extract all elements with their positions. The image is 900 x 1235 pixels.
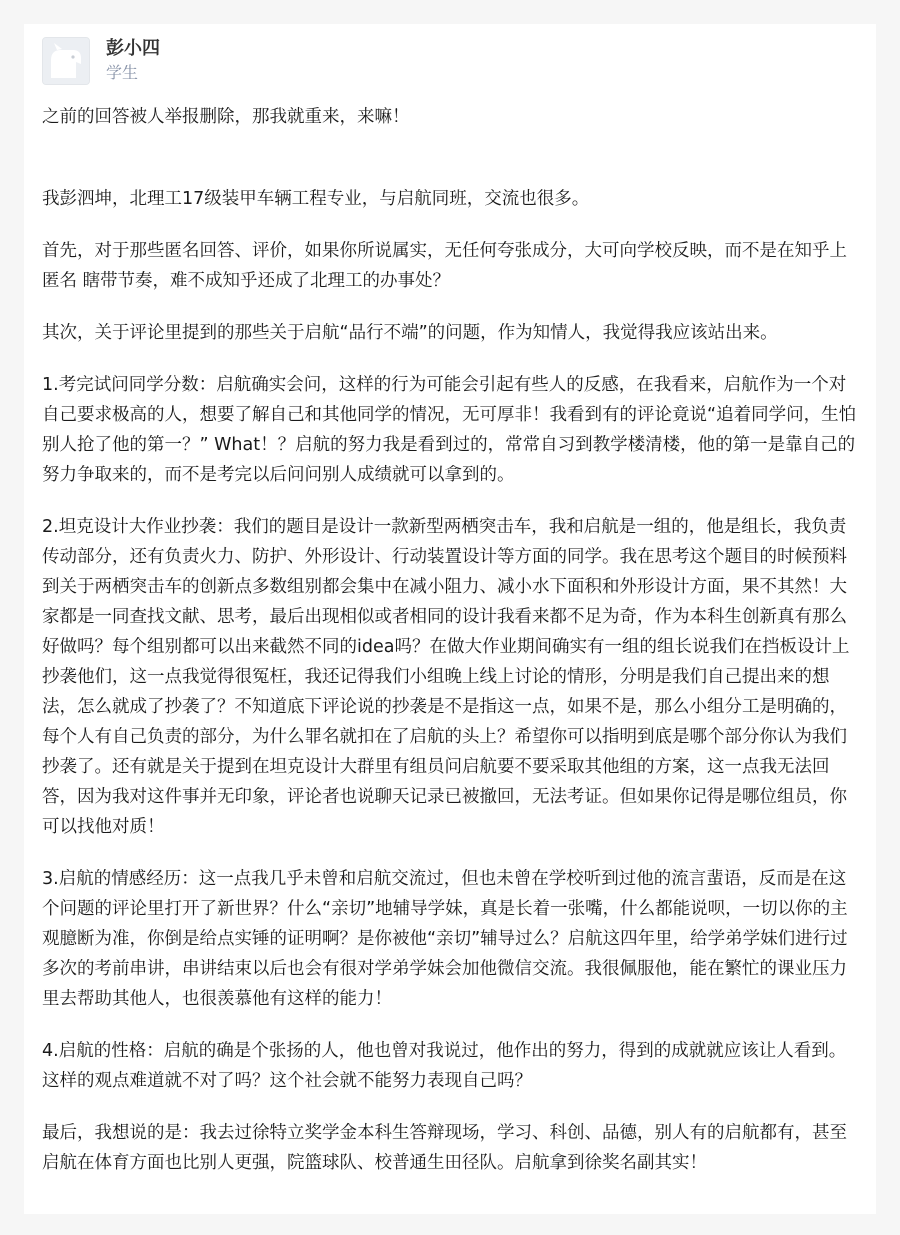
avatar[interactable]	[42, 37, 90, 85]
answer-paragraph: 其次，关于评论里提到的那些关于启航“品行不端”的问题，作为知情人，我觉得我应该站出来。	[42, 323, 778, 343]
answer-card	[24, 24, 876, 1214]
answer-paragraph: 之前的回答被人举报删除，那我就重来，来嘛！	[42, 107, 410, 127]
answer-paragraph: 1.考完试问同学分数：启航确实会问，这样的行为可能会引起有些人的反感，在我看来，启航作为一个对自己要求极高的人，想要了解自己和其他同学的情况，无可厚非！我看到有的评论竟说“追着同学问，生怕别人抢了他的第一？” What！？启航的努力我是看到过的，常常自习到教学楼清楼，他的第一是靠自己的努力争取来的，而不是考完以后问问别人成绩就可以拿到的。	[42, 375, 857, 485]
author-name[interactable]: 彭小四	[106, 38, 160, 59]
answer-paragraph: 首先，对于那些匿名回答、评价，如果你所说属实，无任何夸张成分，大可向学校反映，而不是在知乎上匿名 瞎带节奏，难不成知乎还成了北理工的办事处？	[42, 241, 847, 291]
answer-paragraph: 最后，我想说的是：我去过徐特立奖学金本科生答辩现场，学习、科创、品德，别人有的启航都有，甚至启航在体育方面也比别人更强，院篮球队、校普通生田径队。启航拿到徐奖名副其实！	[42, 1123, 847, 1173]
author-info	[42, 36, 160, 86]
default-avatar-icon	[43, 38, 89, 84]
answer-paragraph: 我彭泗坤，北理工17级装甲车辆工程专业，与启航同班，交流也很多。	[42, 189, 590, 209]
answer-paragraph: 4.启航的性格：启航的确是个张扬的人，他也曾对我说过，他作出的努力，得到的成就就应该让人看到。这样的观点难道就不对了吗？这个社会就不能努力表现自己吗？	[42, 1041, 847, 1091]
author-headline: 学生	[106, 63, 139, 82]
answer-paragraph: 2.坦克设计大作业抄袭：我们的题目是设计一款新型两栖突击车，我和启航是一组的，他是组长，我负责传动部分，还有负责火力、防护、外形设计、行动装置设计等方面的同学。我在思考这个题目的时候预料到关于两栖突击车的创新点多数组别都会集中在减小阻力、减小水下面积和外形设计方面，果不其然！大家都是一同查找文献、思考，最后出现相似或者相同的设计我看来都不足为奇，作为本科生创新真有那么好做吗？每个组别都可以出来截然不同的idea吗？在做大作业期间确实有一组的组长说我们在挡板设计上抄袭他们，这一点我觉得很冤枉，我还记得我们小组晚上线上讨论的情形，分明是我们自己提出来的想法，怎么就成了抄袭了？不知道底下评论说的抄袭是不是指这一点，如果不是，那么小组分工是明确的，每个人有自己负责的部分，为什么罪名就扣在了启航的头上？希望你可以指明到底是哪个部分你认为我们抄袭了。还有就是关于提到在坦克设计大群里有组员问启航要不要采取其他组的方案，这一点我无法回答，因为我对这件事并无印象，评论者也说聊天记录已被撤回，无法考证。但如果你记得是哪位组员，你可以找他对质！	[42, 517, 850, 837]
answer-content	[42, 102, 862, 1200]
answer-paragraph: 3.启航的情感经历：这一点我几乎未曾和启航交流过，但也未曾在学校听到过他的流言蜚语，反而是在这个问题的评论里打开了新世界？什么“亲切”地辅导学妹，真是长着一张嘴，什么都能说呗，一切以你的主观臆断为准，你倒是给点实锤的证明啊？是你被他“亲切”辅导过么？启航这四年里，给学弟学妹们进行过多次的考前串讲，串讲结束以后也会有很对学弟学妹会加他微信交流。我很佩服他，能在繁忙的课业压力里去帮助其他人，也很羡慕他有这样的能力！	[42, 869, 848, 1009]
